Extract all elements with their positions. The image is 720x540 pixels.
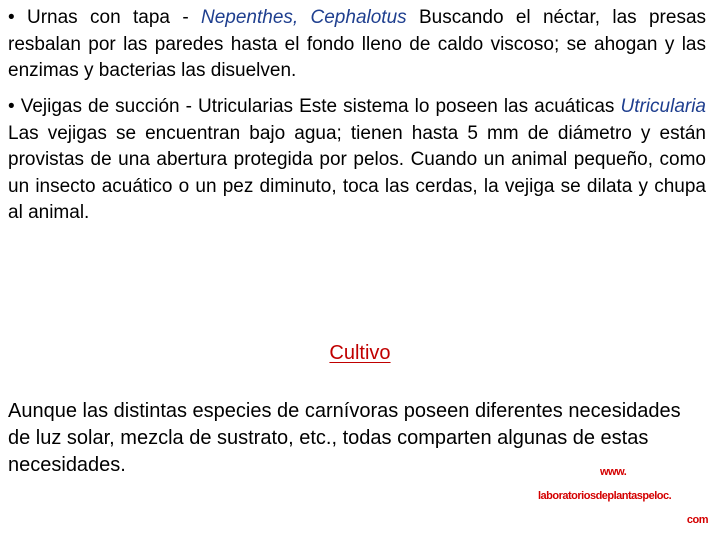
trap-type-intro: Vejigas de succión - Utricularias Este sistema lo poseen las acuáticas	[20, 96, 615, 117]
genus-names: Nepenthes, Cephalotus	[201, 7, 407, 28]
carnivorous-trap-paragraph-pitchers	[8, 5, 706, 85]
trap-description: Las vejigas se encuentran bajo agua; tienen hasta 5 mm de diámetro y están provistas de una abertura protegida por pelos. Cuando un animal pequeño, como un insecto acuático o un pez diminuto, toca las cerdas, la vejiga se dilata y chupa al animal.	[8, 122, 706, 223]
section-heading-text: Cultivo	[329, 342, 391, 364]
section-heading	[0, 340, 720, 366]
watermark-line-1: www.	[600, 466, 627, 478]
bullet: •	[8, 7, 15, 28]
bullet: •	[8, 96, 15, 117]
watermark-line-3: com	[686, 514, 708, 526]
genus-name: Utricularia	[620, 96, 707, 117]
trap-description: Buscando el néctar, las presas resbalan por las paredes hasta el fondo lleno de caldo viscoso; se ahogan y las enzimas y bacterias las disuelven.	[8, 7, 707, 81]
watermark-line-2: laboratoriosdeplantaspeloc.	[538, 490, 672, 502]
carnivorous-trap-paragraph-bladders	[8, 94, 706, 227]
cultivation-paragraph: Aunque las distintas especies de carnívoras poseen diferentes necesidades de luz solar, mezcla de sustrato, etc., todas comparten algunas de estas necesidades.	[8, 400, 681, 476]
trap-type-title: Urnas con tapa -	[27, 7, 189, 28]
website-watermark	[538, 466, 708, 530]
